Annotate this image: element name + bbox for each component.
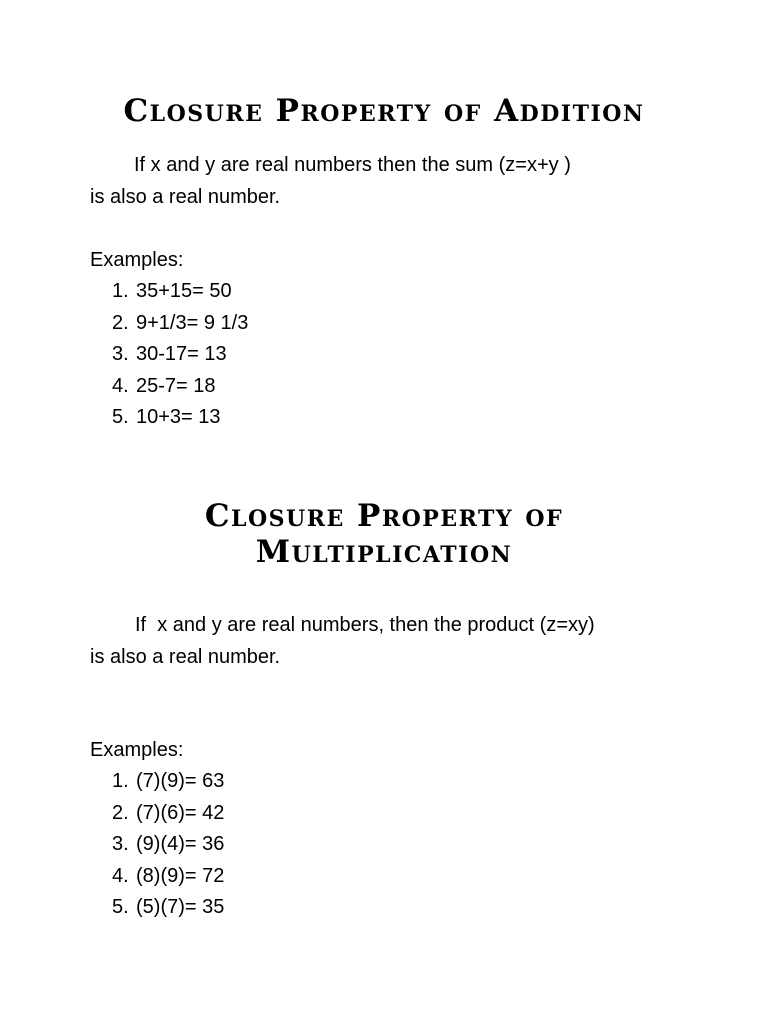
multiplication-examples-label: Examples:: [90, 739, 184, 761]
addition-statement: [90, 150, 690, 213]
list-item-text: 10+3= 13: [136, 406, 221, 428]
list-item-number: 4.: [112, 374, 129, 397]
multiplication-heading: [0, 498, 768, 570]
list-item-number: 2.: [112, 311, 129, 334]
list-item-text: 9+1/3= 9 1/3: [136, 311, 249, 334]
list-item: [112, 339, 248, 371]
list-item-number: 5.: [112, 406, 129, 428]
list-item-text: (7)(6)= 42: [136, 801, 225, 824]
addition-heading: [0, 93, 768, 129]
list-item: [112, 276, 248, 308]
list-item: [112, 766, 224, 798]
list-item-text: (9)(4)= 36: [136, 833, 225, 855]
list-item: [112, 861, 224, 893]
list-item-text: 25-7= 18: [136, 374, 216, 397]
list-item: [112, 892, 224, 924]
multiplication-statement-line-2: is also a real number.: [90, 645, 281, 668]
list-item-number: 1.: [112, 280, 129, 302]
list-item-number: 3.: [112, 343, 129, 365]
list-item: [112, 402, 248, 434]
list-item-text: (7)(9)= 63: [136, 770, 225, 792]
list-item-number: 4.: [112, 864, 129, 887]
list-item-number: 2.: [112, 801, 129, 824]
multiplication-heading-line-2: Multiplication: [255, 534, 513, 570]
list-item-text: 30-17= 13: [136, 343, 227, 365]
list-item-text: 35+15= 50: [136, 280, 232, 302]
multiplication-examples-list: [112, 766, 224, 924]
multiplication-statement-line-1: If x and y are real numbers, then the product (z=xy): [135, 614, 595, 636]
addition-examples-list: [112, 276, 248, 434]
addition-statement-line-1: If x and y are real numbers then the sum (z=x+y ): [134, 154, 571, 176]
list-item: [112, 798, 224, 830]
list-item-number: 1.: [112, 770, 129, 792]
addition-heading-text: Closure Property of Addition: [123, 93, 645, 129]
list-item-text: (8)(9)= 72: [136, 864, 225, 887]
list-item: [112, 371, 248, 403]
multiplication-heading-line-1: Closure Property of: [204, 498, 564, 534]
multiplication-statement: [90, 610, 690, 673]
addition-statement-line-2: is also a real number.: [90, 185, 281, 208]
list-item-number: 5.: [112, 896, 129, 918]
addition-examples-label: Examples:: [90, 249, 184, 271]
list-item-text: (5)(7)= 35: [136, 896, 225, 918]
list-item-number: 3.: [112, 833, 129, 855]
list-item: [112, 308, 248, 340]
list-item: [112, 829, 224, 861]
